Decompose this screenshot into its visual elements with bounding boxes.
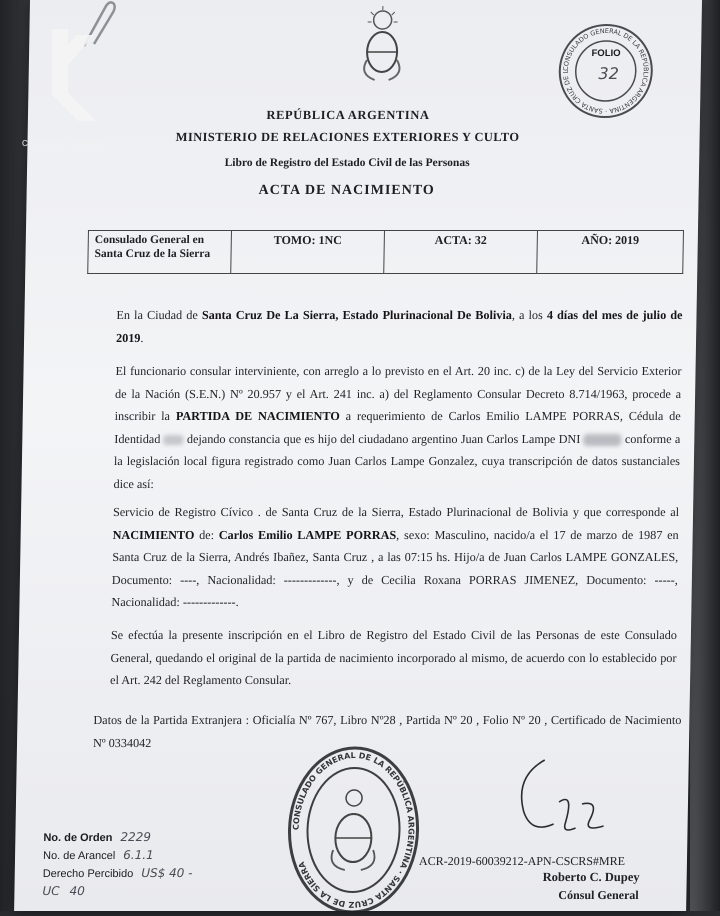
p3-text-a: Servicio de Registro Cívico . de Santa Cruz de la Sierra, Estado Plurinacional de Bolivia y que corresponde al [113,505,679,519]
paragraph-inscription: Se efectúa la presente inscripción en el Libro de Registro del Estado Civil de las Personas de este Consulado General, quedando el original de la partida de nacimiento incorporado al mismo, de acuerdo con lo establecido por el Art. 242 del Reglamento Consular. [110,624,677,692]
p1-date: 4 días del mes de julio de 2019 [116,308,683,345]
p3-name: Carlos Emilio LAMPE PORRAS [219,528,397,542]
uc-label: UC [42,884,59,898]
signer-title: Cónsul General [558,884,639,907]
p3-nacimiento: NACIMIENTO [113,528,195,542]
registry-office: Consulado General en Santa Cruz de la Sierra [88,231,232,274]
watermark-logo-icon [38,25,100,130]
folio-stamp-ring-text: CONSULADO GENERAL DE LA REPÚBLICA ARGENTINA · SANTA CRUZ DE LA [556,22,652,115]
p2-text-d: dejando constancia que es hijo del ciudadano argentino Juan Carlos Lampe DNI [187,432,581,446]
folio-stamp [556,22,656,120]
coat-of-arms-icon [357,4,408,82]
paragraph-place-date [116,304,683,349]
p2-text-a: El funcionario consular interviniente, con arreglo a lo previsto en el Art. 20 inc. c) de la Ley del Servicio Exterior de la Nación (S.E.N.) Nº 20.957 y el Art. 241 inc. a) del Reglamento Consular Decreto 8.714/1963, procede a inscribir la [115,364,682,423]
p2-partida: PARTIDA DE NACIMIENTO [176,409,340,423]
svg-text:CONSULADO GENERAL DE LA REPÚBL [290,751,417,909]
derecho-value: US$ 40 - [141,866,193,880]
seal-ring-text: CONSULADO GENERAL DE LA REPÚBLICA ARGENTINA · SANTA CRUZ DE LA SIERRA [290,751,417,909]
orden-value: 2229 [120,830,151,844]
p1-text-a: En la Ciudad de [116,308,202,322]
p1-place: Santa Cruz De La Sierra, Estado Plurinacional De Bolivia [202,308,512,322]
redacted-dni [584,434,622,446]
ministry-heading: MINISTERIO DE RELACIONES EXTERIORES Y CULTO [27,130,667,145]
registry-acta: ACTA: 32 [384,231,538,274]
fee-block [42,828,263,900]
p1-text-e: . [140,331,143,345]
consular-seal [282,740,425,911]
folio-label: FOLIO [587,48,625,59]
document-reference: ACR-2019-60039212-APN-CSCRS#MRE [419,850,625,873]
seal-graphic [282,740,425,911]
paragraph-foreign-data: Datos de la Partida Extranjera : Oficialía Nº 767, Libro Nº28 , Partida Nº 20 , Folio Nº 20 , Certificado de Nacimiento Nº 0334042 [93,709,682,754]
republic-heading: REPÚBLICA ARGENTINA [28,108,668,123]
uc-value: 40 [69,884,85,898]
derecho-label: Derecho Percibido [43,868,134,880]
signature-icon [503,752,625,842]
arancel-value: 6.1.1 [123,848,154,862]
paragraph-transcription [111,501,679,614]
document-title: ACTA DE NACIMIENTO [27,183,667,199]
paragraph-procedure [113,360,681,495]
book-heading: Libro de Registro del Estado Civil de las Personas [27,157,667,169]
folio-number: 32 [589,64,629,83]
watermark-text: CARLOS LAMPE [22,139,108,148]
registry-year: AÑO: 2019 [537,231,684,274]
registry-tomo: TOMO: 1NC [231,231,385,274]
document-sheet [14,0,702,911]
p3-text-c: de: [194,528,219,542]
p2-text-e: conforme a la legislación local figura registrado como Juan Carlos Lampe Gonzalez, cuya transcripción de datos sustanciales dice así: [113,432,680,491]
p1-text-c: , a los [512,308,547,322]
arancel-label: No. de Arancel [43,850,115,862]
signer-name: Roberto C. Dupey [542,866,639,889]
p2-text-c: a requerimiento de Carlos Emilio LAMPE PORRAS, Cédula de Identidad [114,409,681,446]
orden-label: No. de Orden [43,832,112,844]
redacted-id [164,435,184,445]
p3-text-e: , sexo: Masculino, nacido/a el 17 de marzo de 1987 en Santa Cruz de la Sierra, Andrés Ibañez, Santa Cruz , a las 07:15 hs. Hijo/a de Juan Carlos LAMPE GONZALES, Documento: ----, Nacionalidad: -------------, y de Cecilia Roxana PORRAS JIMENEZ, Documento: -----, Nacionalidad: -------------. [111,528,678,610]
registry-table [87,230,684,274]
